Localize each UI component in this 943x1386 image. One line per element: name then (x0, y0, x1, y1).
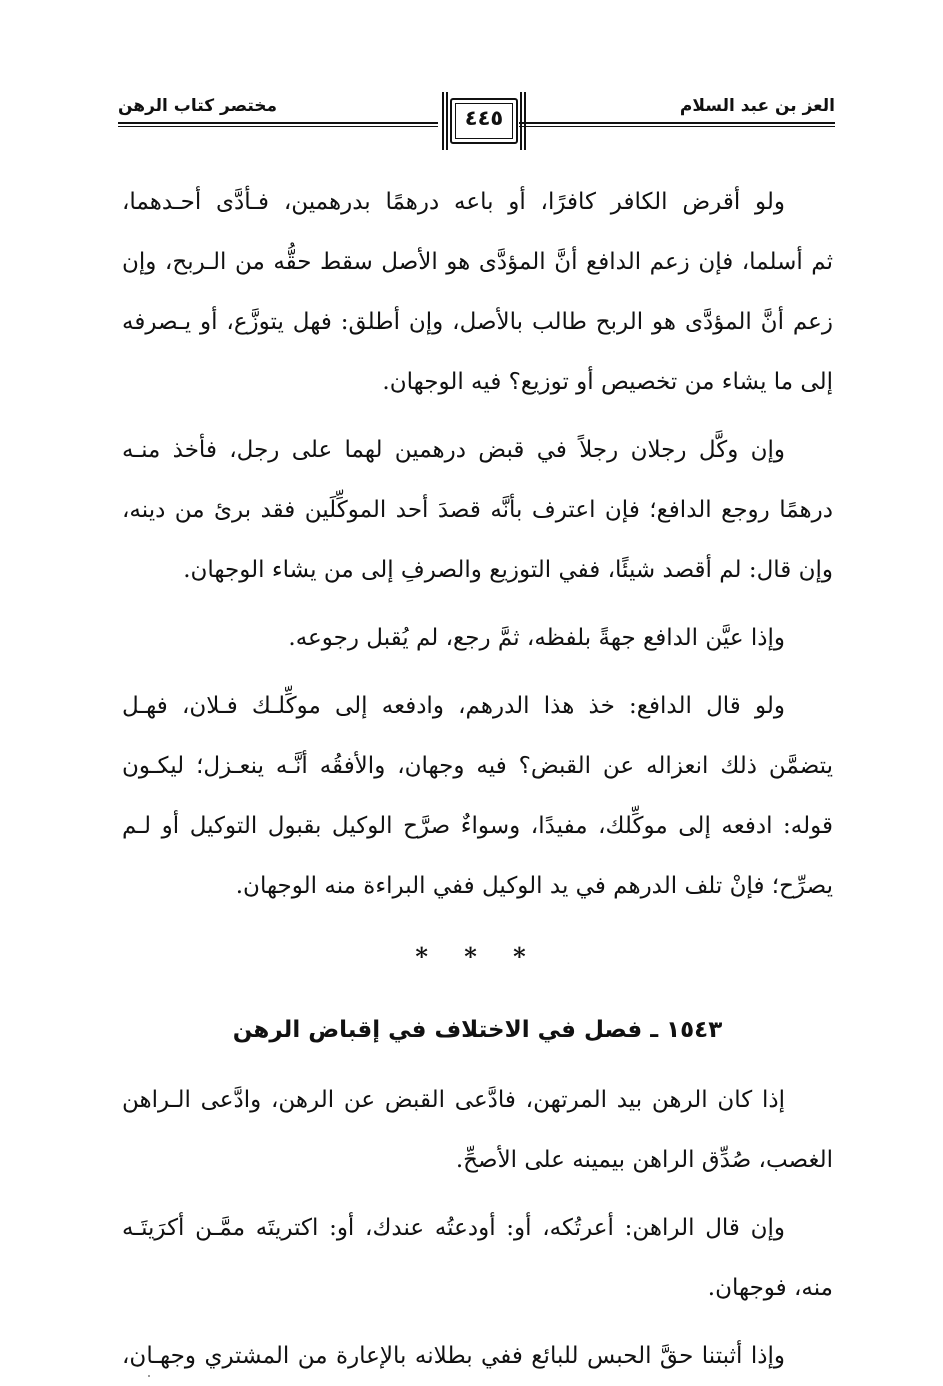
paragraph-7 (122, 1326, 833, 1386)
text-line: وإن قال: لم أقصد شيئًا، ففي التوزيع والصرفِ إلى من يشاء الوجهان. (183, 557, 833, 583)
page-number-frame (442, 92, 526, 150)
section-separator: * * * (415, 942, 540, 971)
text-line: وإن وكَّل رجلان رجلاً في قبض درهمين لهما على رجل، فأخذ منـه (122, 437, 785, 463)
paragraph-1 (122, 172, 833, 412)
text-line: منه، فوجهان. (707, 1275, 833, 1301)
page-number: ٤٤٥ (464, 106, 504, 130)
book-title: مختصر كتاب الرهن (118, 96, 278, 116)
text-line: وإذا أثبتنا حقَّ الحبس للبائع ففي بطلانه بالإعارة من المشتري وجهـان، (122, 1343, 785, 1369)
section-heading: ١٥٤٣ ـ فصل في الاختلاف في إقباض الرهن (232, 1017, 723, 1043)
text-line: وإن قال الراهن: أعرتُكه، أو: أودعتُه عندك، أو: اكتريتَه ممَّـن أكرَيتَـه (122, 1215, 785, 1241)
text-line: الغصب، صُدِّق الراهن بيمينه على الأصحِّ. (455, 1147, 833, 1173)
paragraph-2 (122, 420, 833, 600)
text-line: وإذا عيَّن الدافع جهةً بلفظه، ثمَّ رجع، لم يُقبل رجوعه. (288, 625, 785, 651)
text-line: ولو أقرض الكافر كافرًا، أو باعه درهمًا بدرهمين، فـأدَّى أحـدهما، (122, 189, 785, 215)
text-line: زعم أنَّ المؤدَّى هو الربح طالب بالأصل، وإن أطلق: فهل يتوزَّع، أو يـصرفه (122, 309, 833, 335)
paragraph-3 (122, 608, 833, 668)
text-line: إذا كان الرهن بيد المرتهن، فادَّعى القبض عن الرهن، وادَّعى الـراهن (122, 1087, 785, 1113)
paragraph-6 (122, 1198, 833, 1318)
main-text (122, 172, 833, 1386)
text-line: يتضمَّن ذلك انعزاله عن القبض؟ فيه وجهان، والأفقُه أنَّـه ينعـزل؛ ليكـون (122, 753, 833, 779)
text-line: درهمًا روجع الدافع؛ فإن اعترف بأنَّه قصدَ أحد الموكِّلَين فقد برئ من دينه، (122, 497, 833, 523)
header-rule-left (118, 122, 438, 124)
paragraph-5 (122, 1070, 833, 1190)
text-line: قوله: ادفعه إلى موكِّلك، مفيدًا، وسواءٌ صرَّح الوكيل بقبول التوكيل أو لـم (122, 813, 833, 839)
paragraph-4 (122, 676, 833, 916)
author-title: العز بن عبد السلام (679, 96, 835, 116)
running-header (118, 92, 835, 152)
header-rule-right (519, 122, 835, 124)
scan-speck (148, 1375, 150, 1377)
text-line: ثم أسلما، فإن زعم الدافع أنَّ المؤدَّى هو الأصل سقط حقُّه من الـربح، وإن (122, 249, 833, 275)
text-line: ولو قال الدافع: خذ هذا الدرهم، وادفعه إلى موكِّلـك فـلان، فهـل (122, 693, 785, 719)
text-line: إلى ما يشاء من تخصيص أو توزيع؟ فيه الوجهان. (382, 369, 833, 395)
text-line: يصرِّح؛ فإنْ تلف الدرهم في يد الوكيل ففي البراءة منه الوجهان. (235, 873, 833, 899)
